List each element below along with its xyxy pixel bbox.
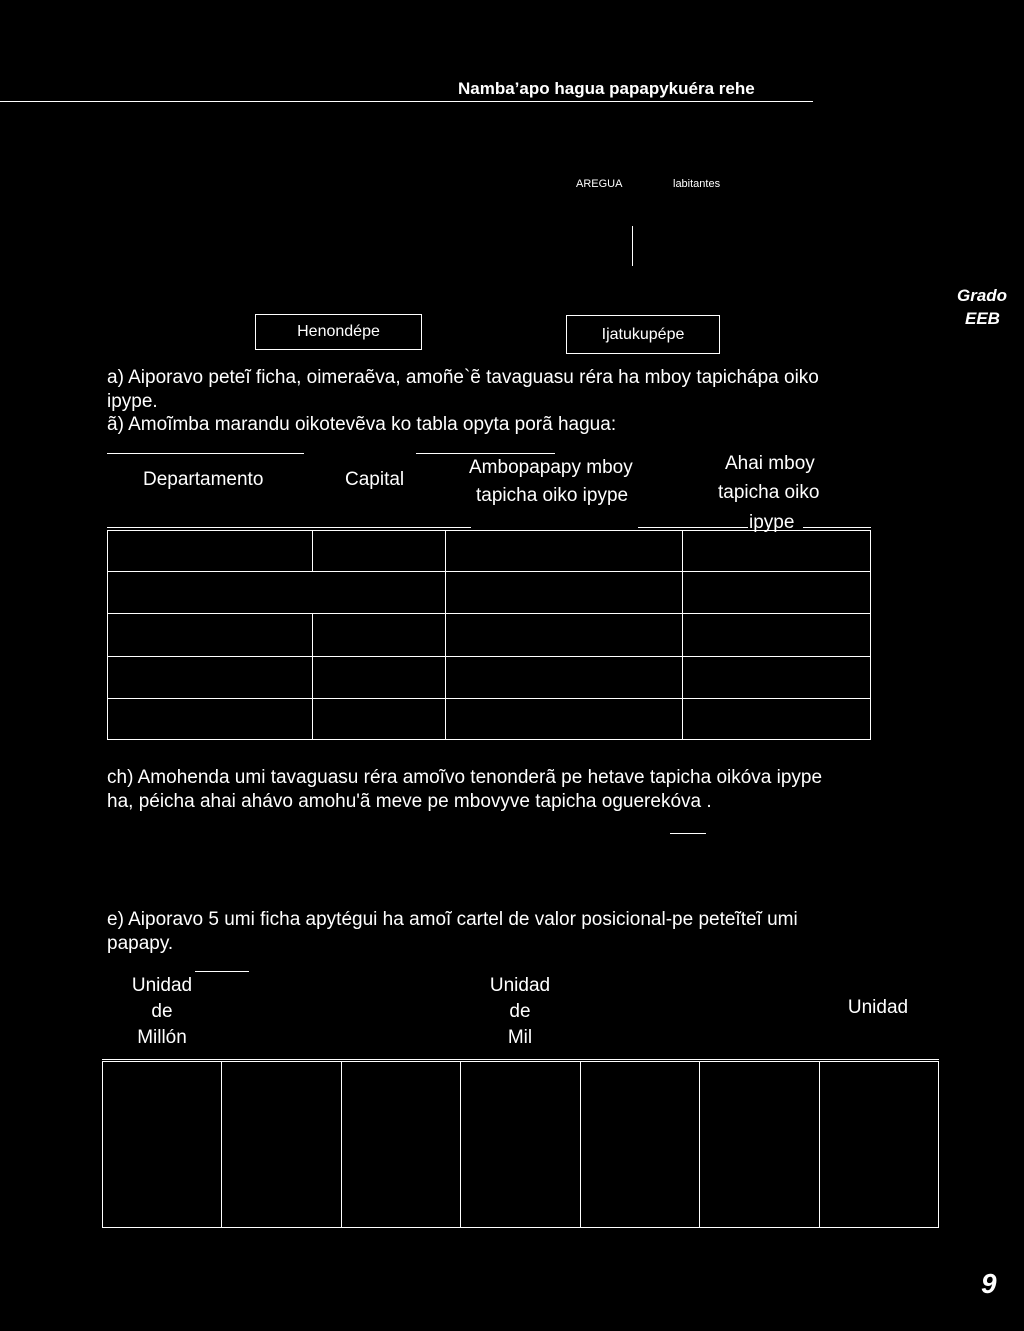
page-title: Namba’apo hagua papapykuéra rehe (458, 79, 755, 98)
col-mil-l1: Unidad (489, 975, 551, 996)
table1-col-divider (445, 530, 446, 740)
col-unidad: Unidad (847, 997, 909, 1018)
question-e-line2: papapy. (107, 933, 174, 954)
ijatukupepe-box (566, 315, 720, 354)
ijatukupepe-label: Ijatukupépe (601, 325, 685, 343)
col-ahai-l1: Ahai mboy (725, 453, 815, 474)
col-unidad-de-millon (112, 973, 212, 1051)
col-millon-l1: Unidad (131, 975, 193, 996)
question-ch-line2: ha, péicha ahai ahávo amohu'ã meve pe mbovyve tapicha oguerekóva . (107, 791, 712, 812)
col-capital: Capital (345, 469, 405, 490)
table1-col-divider (312, 530, 313, 572)
table1-row-divider (107, 656, 871, 657)
col-unidad-de-mil (470, 973, 570, 1051)
table2-col-divider (580, 1061, 581, 1228)
table2-col-divider (460, 1061, 461, 1228)
table1-row-divider (107, 613, 871, 614)
question-ch-line1: ch) Amohenda umi tavaguasu réra amoĩvo tenonderã pe hetave tapicha oikóva ipype (107, 767, 823, 788)
grado-label: Grado (957, 286, 1008, 305)
question-b: ã) Amoĩmba marandu oikotevẽva ko tabla opyta porã hagua: (107, 414, 617, 435)
table2-col-divider (221, 1061, 222, 1228)
table1-top-rule (638, 527, 748, 528)
city-label: AREGUA (576, 178, 623, 190)
header-underline (107, 453, 304, 454)
table1-row-divider (107, 571, 871, 572)
table1-border (107, 530, 871, 740)
tick-mark (632, 226, 633, 266)
short-dash (670, 833, 706, 834)
question-a-line1: a) Aiporavo peteĩ ficha, oimeraẽva, amoñe`ẽ tavaguasu réra ha mboy tapichápa oiko (107, 367, 819, 388)
table1 (107, 530, 872, 741)
header-underline (416, 453, 555, 454)
col-ahai-l3: ipype (749, 512, 795, 533)
col-ambopapapy-l2: tapicha oiko ipype (476, 485, 629, 506)
table2-col-divider (699, 1061, 700, 1228)
table1-row-divider (107, 698, 871, 699)
table1-col-divider (682, 530, 683, 740)
col-ahai-l2: tapicha oiko (718, 482, 820, 503)
question-e-line1: e) Aiporavo 5 umi ficha apytégui ha amoĩ cartel de valor posicional-pe peteĩteĩ umi (107, 909, 798, 930)
col-millon-l2: de (151, 1001, 173, 1022)
col-ambopapapy-l1: Ambopapapy mboy (469, 457, 633, 478)
table2-border (102, 1061, 939, 1228)
table1-top-rule (107, 527, 471, 528)
eeb-label: EEB (965, 309, 1000, 328)
header-underline (195, 971, 249, 972)
table2-top-rule (102, 1059, 939, 1060)
henondepe-box (255, 314, 422, 350)
table2-col-divider (341, 1061, 342, 1228)
col-mil-l2: de (509, 1001, 531, 1022)
henondepe-label: Henondépe (297, 323, 380, 340)
col-millon-l3: Millón (137, 1027, 187, 1048)
table1-col-divider (312, 614, 313, 740)
table2-col-divider (819, 1061, 820, 1228)
col-departamento: Departamento (143, 469, 264, 490)
table1-top-rule (803, 527, 871, 528)
table2 (102, 1061, 939, 1228)
question-a-line2: ipype. (107, 391, 158, 412)
col-mil-l3: Mil (507, 1027, 533, 1048)
habitantes-label: labitantes (673, 178, 721, 190)
page-number: 9 (981, 1268, 997, 1299)
header-rule (0, 101, 813, 102)
